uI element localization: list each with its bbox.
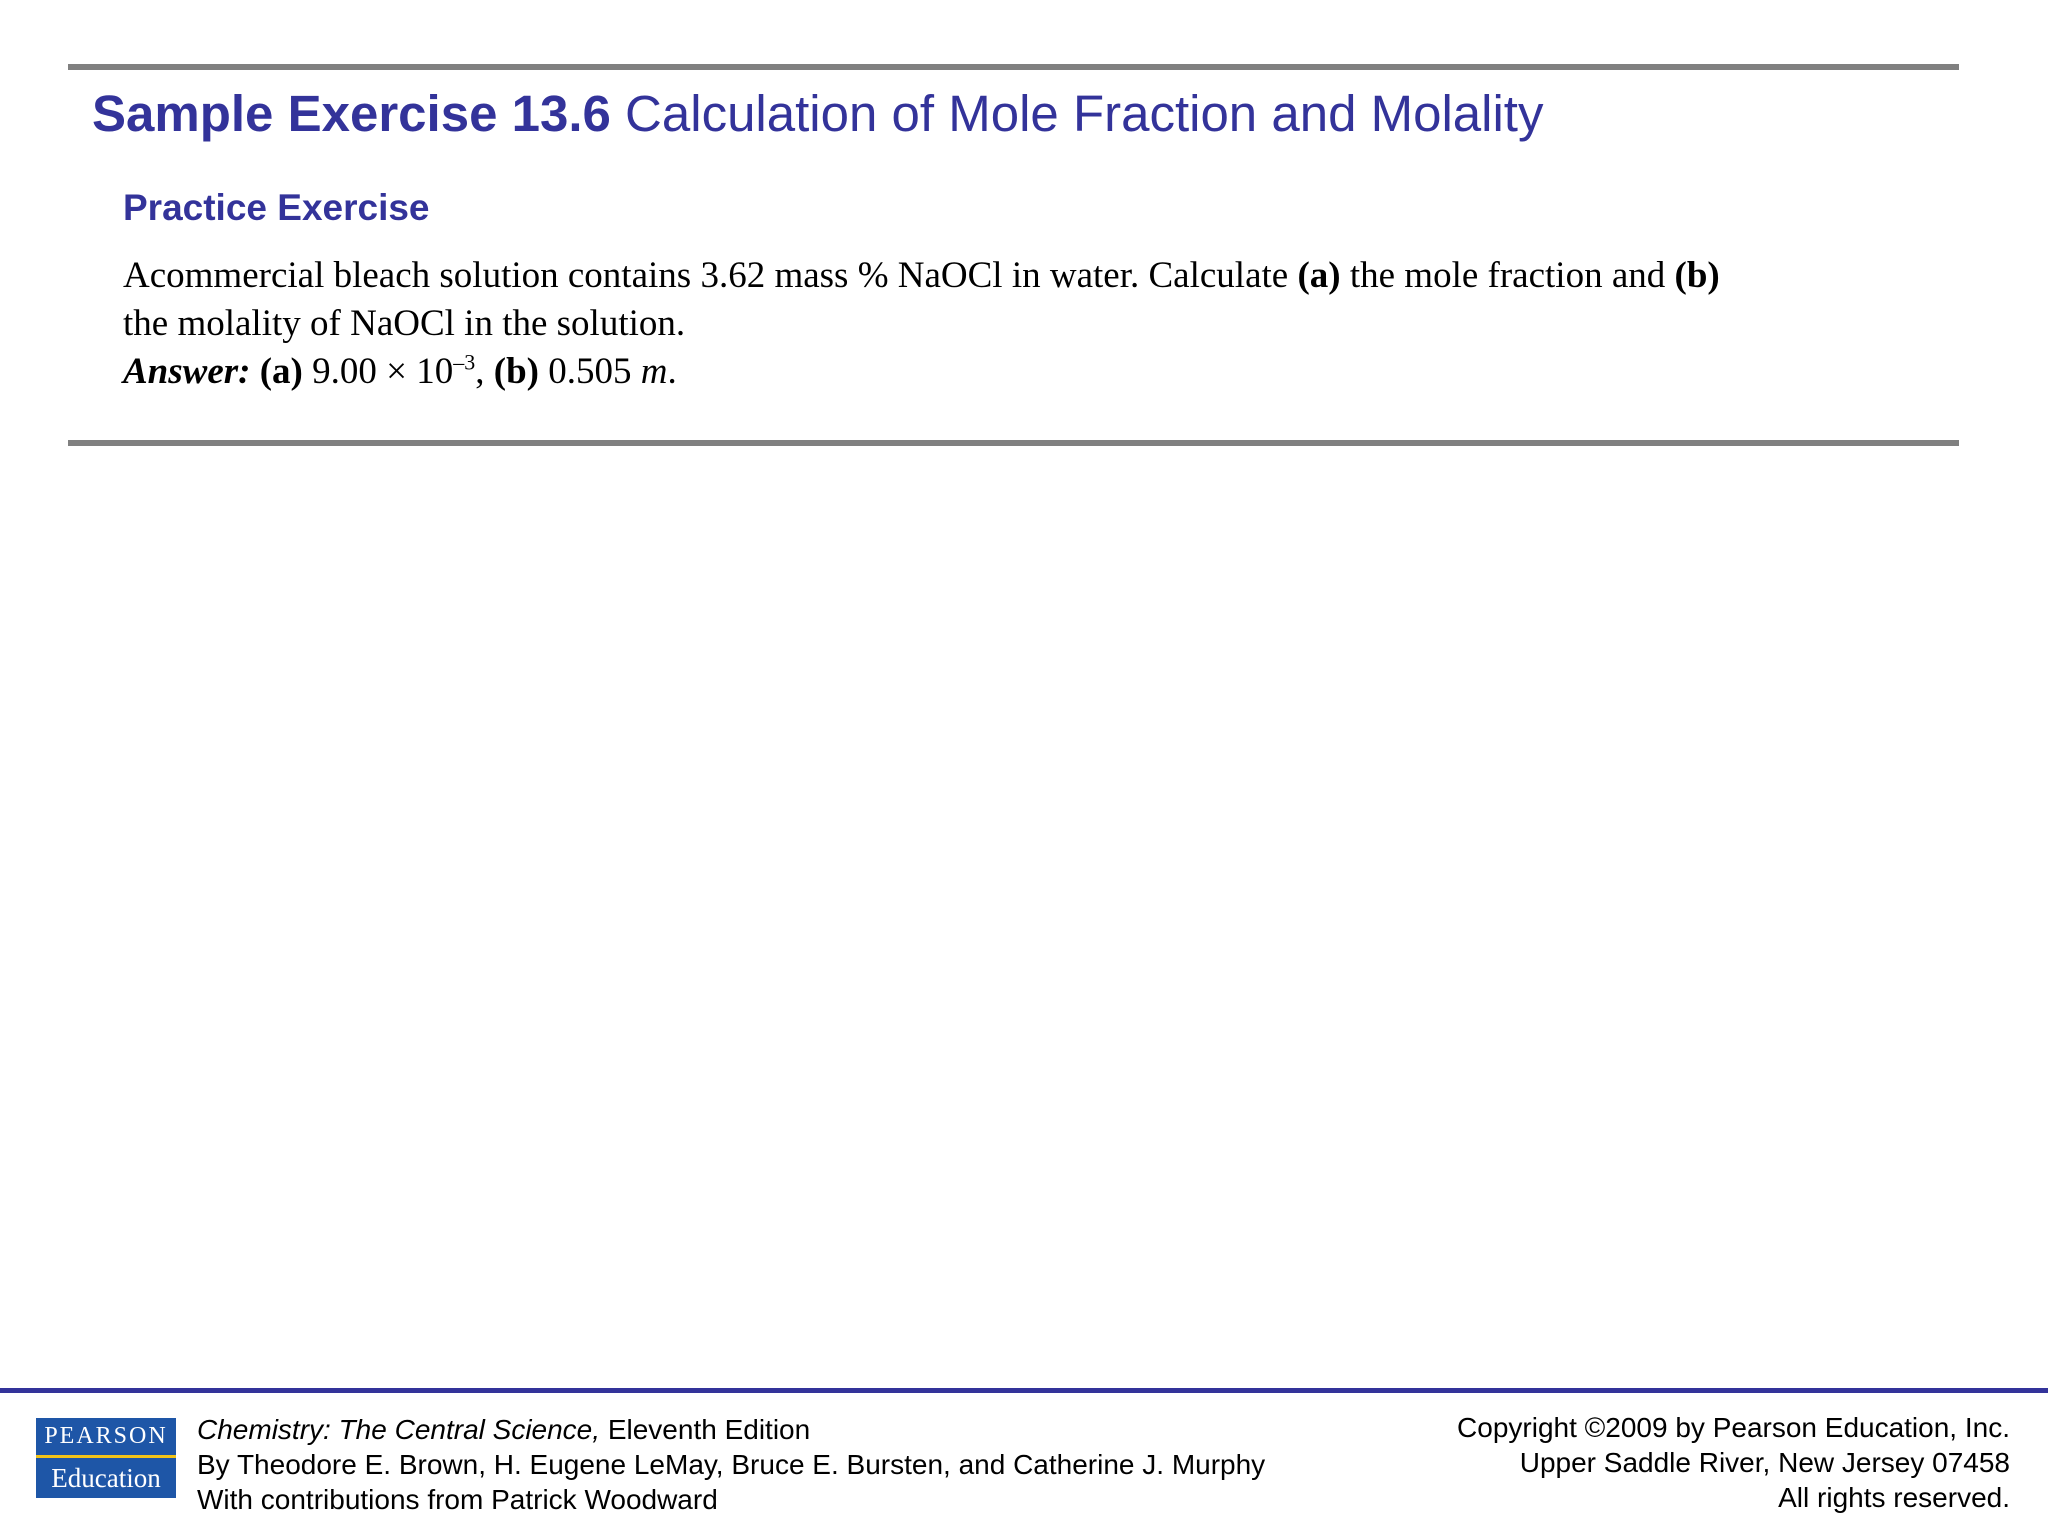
book-authors: By Theodore E. Brown, H. Eugene LeMay, Bruce E. Bursten, and Catherine J. Murphy xyxy=(197,1449,1266,1480)
answer-b-label: (b) xyxy=(493,351,539,392)
problem-text-1a: Acommercial bleach solution contains 3.62 mass % NaOCl in water. Calculate xyxy=(123,255,1298,296)
title-topic: Calculation of Mole Fraction and Molality xyxy=(625,85,1544,142)
logo-text-top: PEARSON xyxy=(44,1423,168,1449)
book-edition: Eleventh Edition xyxy=(600,1414,811,1445)
copyright-line: Copyright ©2009 by Pearson Education, Inc. xyxy=(1457,1412,2010,1443)
part-a-label: (a) xyxy=(1297,255,1341,296)
footer-copyright xyxy=(1457,1410,2010,1515)
answer-label: Answer: xyxy=(123,351,251,392)
problem-line-1 xyxy=(123,252,1923,300)
answer-end: . xyxy=(667,351,677,392)
answer-b-unit: m xyxy=(640,351,668,392)
title-exercise-number: Sample Exercise 13.6 xyxy=(92,85,611,142)
footer-title-line xyxy=(197,1412,1265,1447)
bottom-divider xyxy=(68,440,1959,446)
footer-book-info xyxy=(197,1412,1265,1517)
pearson-education-logo xyxy=(36,1418,176,1498)
part-b-label: (b) xyxy=(1674,255,1720,296)
answer-line xyxy=(123,348,1923,396)
logo-text-bottom: Education xyxy=(51,1463,161,1493)
problem-line-2: the molality of NaOCl in the solution. xyxy=(123,303,686,344)
exercise-body xyxy=(123,252,1923,396)
answer-a-value: 9.00 × 10 xyxy=(302,351,454,392)
answer-a-exponent: –3 xyxy=(453,349,476,375)
answer-separator: , xyxy=(475,351,494,392)
answer-b-value: 0.505 xyxy=(539,351,641,392)
book-title: Chemistry: The Central Science, xyxy=(197,1414,601,1445)
book-contributions: With contributions from Patrick Woodward xyxy=(197,1484,718,1515)
section-heading: Practice Exercise xyxy=(123,187,430,228)
address-line: Upper Saddle River, New Jersey 07458 xyxy=(1519,1447,2010,1478)
answer-a-label: (a) xyxy=(259,351,303,392)
problem-text-1b: the mole fraction and xyxy=(1340,255,1675,296)
slide-title xyxy=(92,82,1543,146)
footer-bar xyxy=(0,1388,2048,1393)
top-divider xyxy=(68,64,1959,70)
rights-line: All rights reserved. xyxy=(1778,1482,2010,1513)
